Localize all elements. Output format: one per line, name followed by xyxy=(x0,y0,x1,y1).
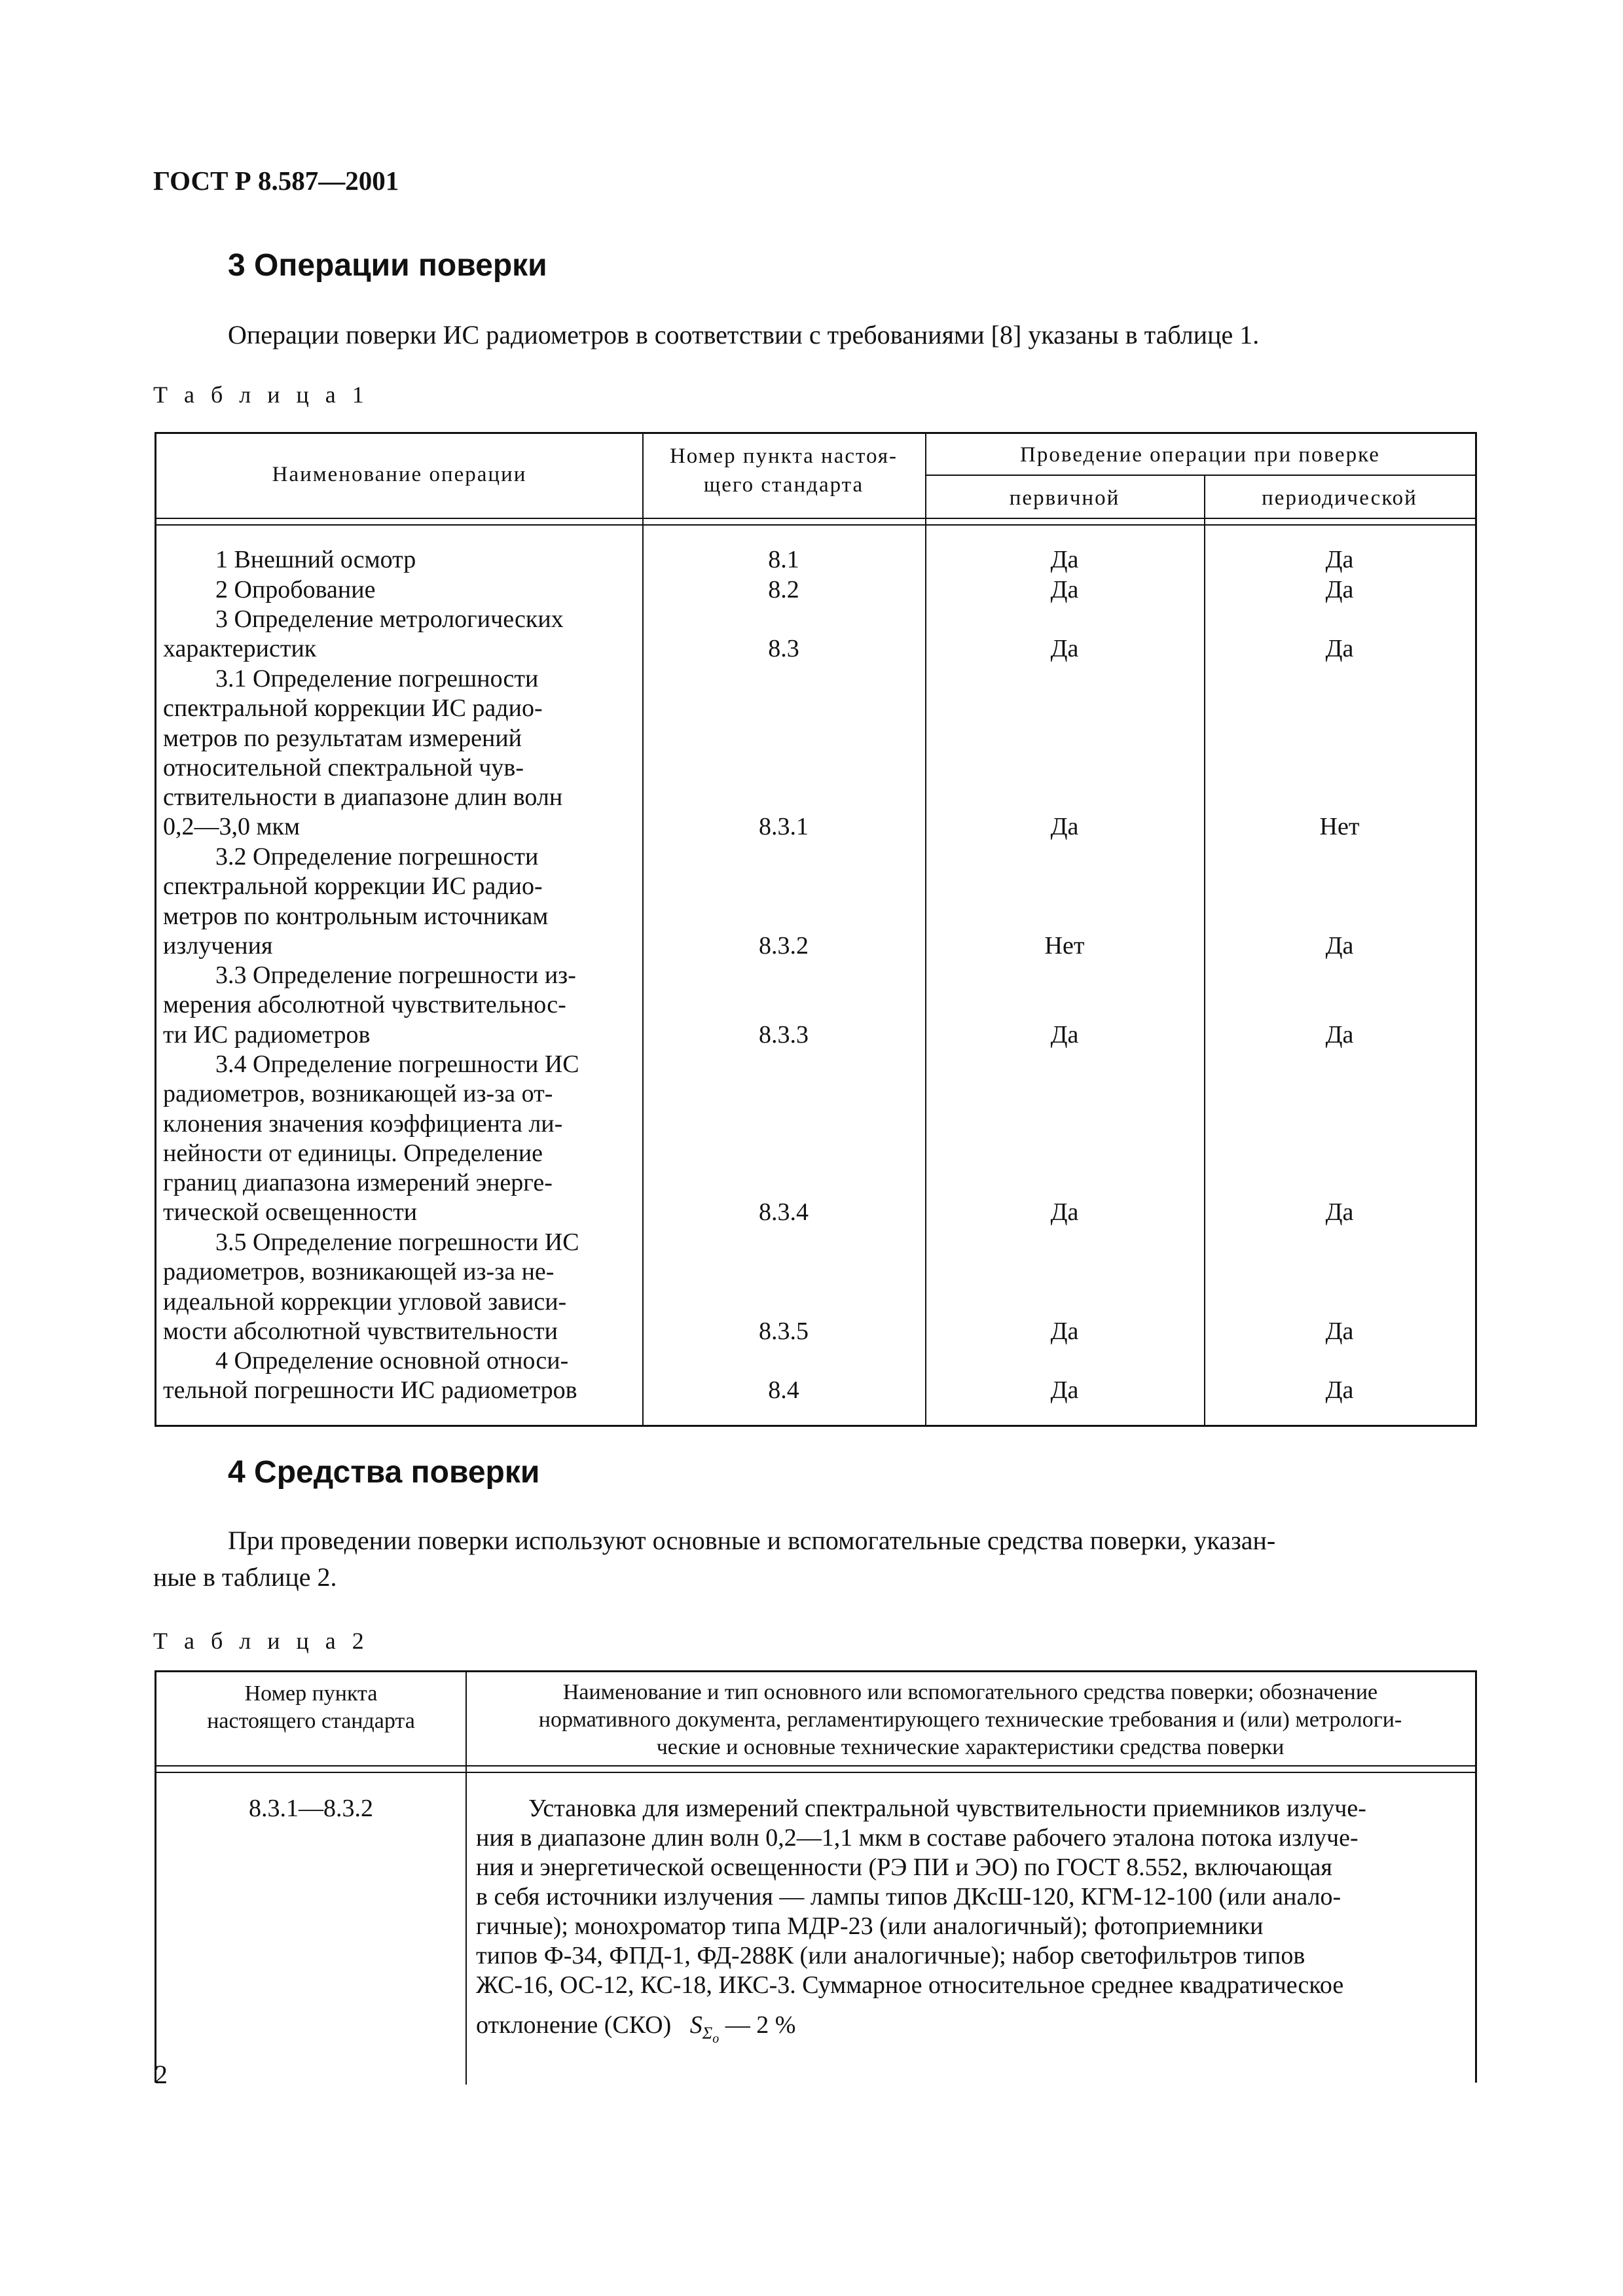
header-clause-number: Номер пункта настоя- щего стандарта xyxy=(669,444,898,497)
periodic-value: Да xyxy=(1325,1021,1354,1049)
clause-value: 8.3.1—8.3.2 xyxy=(249,1795,373,1822)
table-2-caption: Т а б л и ц а 2 xyxy=(153,1628,369,1654)
clause-value: 8.3 xyxy=(768,635,799,662)
primary-value: Нет xyxy=(1044,932,1085,960)
header-primary: первичной xyxy=(1009,486,1120,510)
periodic-value: Да xyxy=(1325,635,1354,662)
standard-number: ГОСТ Р 8.587—2001 xyxy=(153,166,399,196)
clause-value: 8.4 xyxy=(768,1376,799,1404)
primary-value: Да xyxy=(1050,635,1079,662)
clause-value: 8.3.2 xyxy=(759,932,809,960)
operation-name: 1 Внешний осмотр xyxy=(215,546,416,573)
periodic-value: Да xyxy=(1325,576,1354,603)
operation-name: 3 Определение метрологических характеристик xyxy=(163,605,564,663)
periodic-value: Нет xyxy=(1319,813,1360,840)
header-conduct: Проведение операции при поверке xyxy=(1020,443,1380,467)
section-3-intro: Операции поверки ИС радиометров в соответствии с требованиями [8] указаны в таблице 1. xyxy=(228,320,1260,350)
section-4-title: 4 Средства поверки xyxy=(228,1455,540,1490)
primary-value: Да xyxy=(1050,1198,1079,1226)
primary-value: Да xyxy=(1050,1318,1079,1345)
periodic-value: Да xyxy=(1325,1198,1354,1226)
header-operation-name: Наименование операции xyxy=(272,463,527,486)
operation-name: 3.1 Определение погрешности спектральной коррекции ИС радио- метров по результатам измерений относительной спектральной чув- ствительности в диапазоне длин волн 0,2—3,0 мкм xyxy=(163,665,563,841)
primary-value: Да xyxy=(1050,576,1079,603)
equipment-description: Установка для измерений спектральной чувствительности приемников излуче- ния в диапазоне длин волн 0,2—1,1 мкм в составе рабочего эталона потока излуче- ния и энергетической освещенности (РЭ ПИ и ЭО) по ГОСТ 8.552, включающая в себя источники излучения — лампы типов ДКсШ-120, КГМ-12-100 (или анало- гичные); монохроматор типа МДР-23 (или аналогичный); фотоприемники типов Ф-34, ФПД-1, ФД-288К (или аналогичные); набор светофильтров типов ЖС-16, ОС-12, КС-18, ИКС-3. Суммарное относительное среднее квадратическое отклонение (СКО) $S_{\Sigma_о}$ — 2 % xyxy=(476,1795,1366,2046)
periodic-value: Да xyxy=(1325,1318,1354,1345)
clause-value: 8.3.1 xyxy=(759,813,809,840)
operation-name: 4 Определение основной относи- тельной погрешности ИС радиометров xyxy=(163,1347,577,1405)
clause-value: 8.3.4 xyxy=(759,1198,809,1226)
primary-value: Да xyxy=(1050,1021,1079,1049)
primary-value: Да xyxy=(1050,813,1079,840)
section-3-title: 3 Операции поверки xyxy=(228,248,547,283)
section-4-intro: При проведении поверки используют основные и вспомогательные средства поверки, указан- ные в таблице 2. xyxy=(153,1526,1276,1592)
table-2 xyxy=(155,1670,1477,2083)
sko-symbol: $S_{\Sigma_о}$ xyxy=(689,2011,720,2046)
header-description: Наименование и тип основного или вспомогательного средства поверки; обозначение нормативного документа, регламентирующего технические требования и (или) метрологи- ческие и основные технические характеристики средства поверки xyxy=(538,1680,1402,1759)
table-1-caption: Т а б л и ц а 1 xyxy=(153,382,369,408)
table-1 xyxy=(155,432,1477,1427)
primary-value: Да xyxy=(1050,546,1079,573)
header-clause-number: Номер пункта настоящего стандарта xyxy=(207,1681,415,1733)
header-periodic: периодической xyxy=(1262,486,1417,510)
primary-value: Да xyxy=(1050,1376,1079,1404)
periodic-value: Да xyxy=(1325,1376,1354,1404)
operation-name: 3.5 Определение погрешности ИС радиометров, возникающей из-за не- идеальной коррекции угловой зависи- мости абсолютной чувствительности xyxy=(163,1229,579,1345)
page-number: 2 xyxy=(155,2060,168,2089)
operation-name: 3.4 Определение погрешности ИС радиометров, возникающей из-за от- клонения значения коэффициента ли- нейности от единицы. Определение границ диапазона измерений энерге- тической освещенности xyxy=(163,1050,579,1227)
clause-value: 8.2 xyxy=(768,576,799,603)
periodic-value: Да xyxy=(1325,932,1354,960)
clause-value: 8.3.3 xyxy=(759,1021,809,1049)
clause-value: 8.3.5 xyxy=(759,1318,809,1345)
operation-name: 2 Опробование xyxy=(215,576,376,603)
operation-name: 3.3 Определение погрешности из- мерения абсолютной чувствительнос- ти ИС радиометров xyxy=(163,961,576,1049)
periodic-value: Да xyxy=(1325,546,1354,573)
clause-value: 8.1 xyxy=(768,546,799,573)
operation-name: 3.2 Определение погрешности спектральной коррекции ИС радио- метров по контрольным источникам излучения xyxy=(163,843,549,960)
